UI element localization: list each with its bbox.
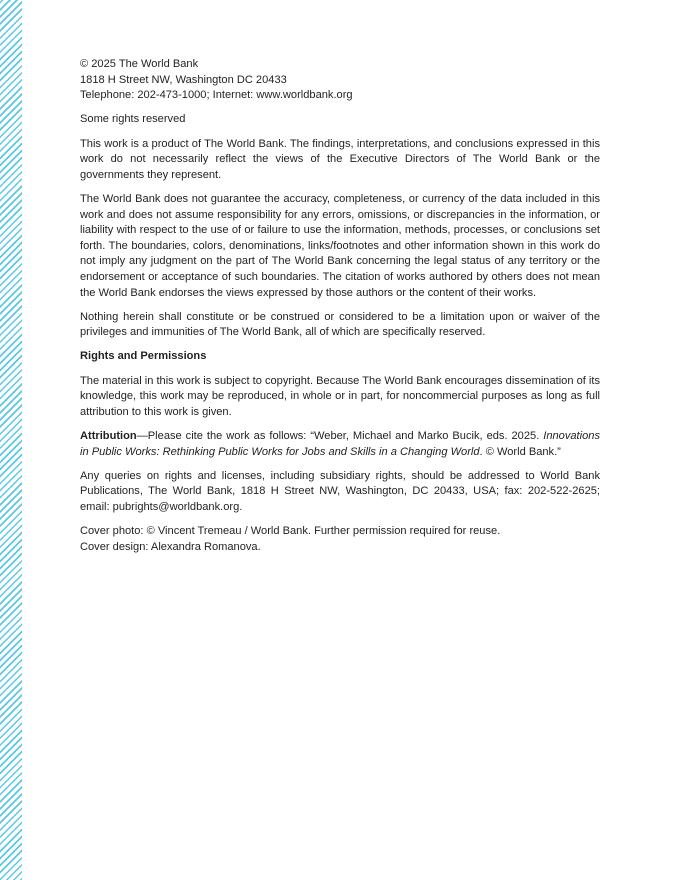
accuracy-disclaimer-paragraph: The World Bank does not guarantee the accuracy, completeness, or currency of the data included in this work and does not assume responsibility for any errors, omissions, or discrepancies in the information, or liability with respect to the use of or failure to use the information, methods, processes, or conclusions set forth. The boundaries, colors, denominations, links/footnotes and other information shown in this work do not imply any judgment on the part of The World Bank concerning the legal status of any territory or the endorsement or acceptance of such boundaries. The citation of works authored by others does not mean the World Bank endorses the views expressed by those authors or the content of their works. (80, 192, 600, 299)
queries-paragraph: Any queries on rights and licenses, including subsidiary rights, should be addressed to World Bank Publications, The World Bank, 1818 H Street NW, Washington, DC 20433, USA; fax: 202-522-2625; email: pubrights@worldbank.org. (80, 469, 600, 513)
product-statement-paragraph: This work is a product of The World Bank. The findings, interpretations, and conclusions expressed in this work do not necessarily reflect the views of the Executive Directors of The World Bank or the governments they represent. (80, 137, 600, 181)
copyright-line: © 2025 The World Bank (80, 58, 199, 70)
cover-design-credit: Cover design: Alexandra Romanova. (80, 540, 261, 553)
credits-block (80, 524, 600, 555)
publisher-address: 1818 H Street NW, Washington DC 20433 (80, 73, 287, 86)
publisher-block (80, 57, 600, 104)
attribution-lead-text: —Please cite the work as follows: “Weber, Michael and Marko Bucik, eds. 2025. (136, 430, 544, 443)
decorative-stripe-band (0, 0, 22, 880)
rights-reserved-notice: Some rights reserved (80, 113, 186, 126)
cover-photo-credit: Cover photo: © Vincent Tremeau / World Bank. Further permission required for reuse. (80, 525, 501, 538)
copyright-page-content (80, 57, 600, 564)
rights-permissions-heading: Rights and Permissions (80, 350, 207, 363)
publisher-contact: Telephone: 202-473-1000; Internet: www.worldbank.org (80, 89, 353, 102)
attribution-paragraph (80, 429, 600, 460)
attribution-work-title: Innovations in Public Works: Rethinking Public Works for Jobs and Skills in a Changing World (80, 430, 600, 458)
copyright-terms-paragraph: The material in this work is subject to copyright. Because The World Bank encourages dissemination of its knowledge, this work may be reproduced, in whole or in part, for noncommercial purposes as long as full attribution to this work is given. (80, 374, 601, 418)
attribution-tail-text: . © World Bank.” (479, 445, 561, 458)
attribution-label: Attribution (80, 430, 137, 443)
immunities-paragraph: Nothing herein shall constitute or be construed or considered to be a limitation upon or waiver of the privileges and immunities of The World Bank, all of which are specifically reserved. (80, 310, 600, 339)
